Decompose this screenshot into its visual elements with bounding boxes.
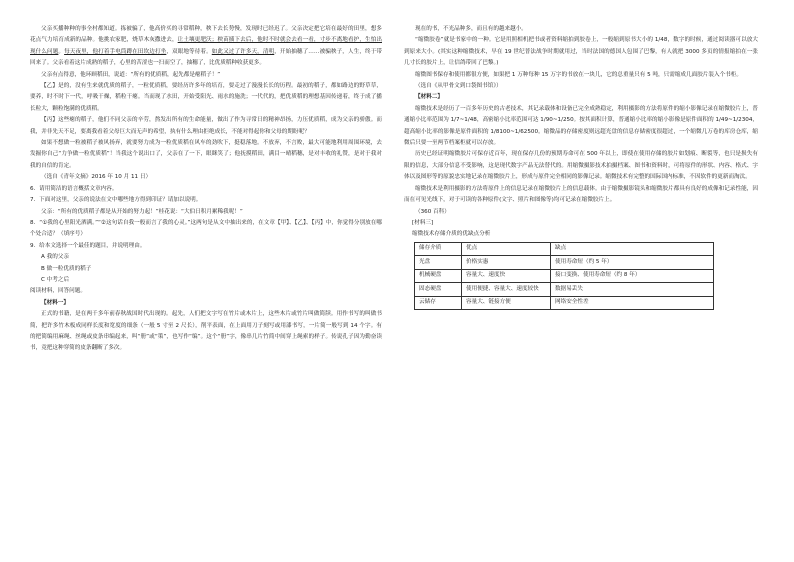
left-column bbox=[30, 24, 382, 355]
table-cell: 机械硬盘 bbox=[415, 269, 462, 283]
table-header-cell: 缺点 bbox=[551, 242, 714, 256]
table-row bbox=[415, 283, 714, 297]
table-cell: 接口变换、使用寿命短（约 8 年） bbox=[551, 269, 714, 283]
reading-instruction: 阅读材料，回答问题。 bbox=[30, 288, 86, 295]
table-cell: 价格实惠 bbox=[462, 256, 551, 270]
material-3-heading: [材料三] bbox=[412, 219, 434, 226]
material-1-text: 正式的书籍，是在两千多年前春秋战国时代出现的。起先，人们把文字写在竹片或木片上，这些木片或竹片叫做简牍。用作书写的叫做书简，把许多竹木板成同样长度和宽度的细条（一般 5 寸至 2 尺长），削平表面，在上面用刀子刻写或用漆书写，一片简一般写到 14 个字。有的把简编用麻绳、丝绳或皮条串编起来，叫“册”或“策”，也写作“编”。这个“册”字，像串几片竹简中间穿上绳索的样子。传说孔子因为勤奋读书，竟把这种穿简的皮条翻断了多次。 bbox=[30, 311, 382, 352]
question-8: 8．“①我的心里阳光洒满。”“②这句话自我一般而言了我的心灵。”这两句是从文中抽出来的，在文章【甲】、【乙】、【丙】中，你觉得分别放在哪个处合适？（填序号） bbox=[30, 219, 382, 238]
table-header-cell: 优点 bbox=[462, 242, 551, 256]
question-9: 9．给本文选择一个最佳的题目，并说明理由。 bbox=[30, 242, 146, 249]
question-6: 6．请用简洁的语言概括文章内容。 bbox=[30, 185, 118, 192]
option-c: C 中考之后 bbox=[41, 276, 70, 283]
paragraph: 【乙】是的，没有生来就优质的稻子，一粒优质稻，要经历许多年的培育，要走过了漫漫长长的历程。最初的稻子，都如路边的野草草，要养，时不时下一代，呼吸干燥，稻粒干瘪。当而现了水田，开始受阳光、雨水的施洗；一代代的，把优质稻的理想基因传递着，终于成了播长粒大，颗粒饱满的优质稻。 bbox=[30, 83, 382, 112]
right-column bbox=[404, 24, 758, 310]
table-row bbox=[415, 296, 714, 310]
table-cell: 数据易丢失 bbox=[551, 283, 714, 297]
option-b: B 做一粒优质的稻子 bbox=[41, 265, 92, 272]
table-cell: 固态硬盘 bbox=[415, 283, 462, 297]
paragraph: 父亲买播种种的事全村都知道。拣被骗了，他高价买的寻常稻种，秧下去长势慢，发现时已经迟了。父亲决定把它培在最好的田里，想多花点气力培育成新的品种。他挑农家肥，烧草木灰撒进去，让土壤更肥沃；秧苗插下去后，他时不时就会去看一看，寸步不离地看护，生怕出现什么问题。每天夜里，他打着手电筒蹲在田坎边打坐，双眼地等待着。如此又过了许多天，清明，开始抽穗了……被骗秧子，人生，终于带回来了。父亲看着这片成熟的稻子，心里的苦涩也一扫而空了，抽穗了，比优质稻种收获更多。 bbox=[30, 26, 382, 67]
paragraph: 现在的书，不光品种多，而且有的越来越小。 bbox=[415, 26, 527, 32]
paragraph: 历史已经证明缩微胶片可保存近百年，现在保存几份的预期寿命可在 500 年以上，即使在使用存储的胶片如划痕、断裂等，也只是损失有限的信息，大部分信息不受影响，这是现代数字产品无法替代的。用缩微摄影技术拍摄档案、图书和资料时，可将原件的形状、内容、格式、字体以及图形等的原貌忠实地记录在缩微胶片上，形成与原件完全相同的影像记录。缩微技术有完整的国际国内标准，不因软件的更新而淘汰。 bbox=[404, 151, 758, 181]
table-cell: 容量大、速度快 bbox=[462, 269, 551, 283]
table-header-cell: 储存介质 bbox=[415, 242, 462, 256]
source-citation: （选自《青年文摘》2016 年 10 月 11 日） bbox=[41, 174, 152, 181]
paragraph: 父亲有点得意，他环顾稻田，说道：“所有的优质稻，起先都是瘪稻子！” bbox=[41, 71, 221, 78]
table-cell: 网络安全性差 bbox=[551, 296, 714, 310]
paragraph: “缩微胶卷”就是书家中的一种。它是用照相机把书或者资料缩拍到胶卷上，一般缩到原书大小的 1/48，数字的时候，通过阅读器可以放大到原来大小。(其实这种缩微技术，早在 19 世纪普法战争时期就用过，当时法国的德国人包围了巴黎，有人就把 3000 多页的情报缩拍在一张几寸长的胶片上，让信鸽带回了巴黎。) bbox=[404, 37, 758, 67]
paragraph: 【丙】这些瘪的稻子，他们不同父亲的辛劳，熬发出所有的生命能量，做出了作为寻常日的精神昂扬，力压优质稻，成为父亲的骄傲。而我，并非先天不足，要离我看着父母巨大而无声的希望，执有什么理由拒绝成长，不能对得起你和父母的期盼呢？ bbox=[30, 117, 382, 135]
paragraph: 缩微图书保存和使用都很方便，如果把 1 万种每种 15 万字的书放在一块儿，它的总重量只有 5 吨，只需缩成几面胶片装入个书柜。 bbox=[415, 71, 742, 78]
material-2-heading: 【材料二】 bbox=[415, 94, 443, 101]
paragraph: 缩微技术是利用摄影的方法将原件上的信息记录在缩微胶片上的信息载体。由于缩微摄影镜头和缩微胶片都具有良好的成像和记录性能，因而在可见光线下，对于可读的各种原件(文字、照片和图像等)均可记录在缩微胶片上。 bbox=[404, 185, 758, 204]
table-header-row bbox=[415, 242, 714, 256]
table-cell: 使用便捷、容量大、速度较快 bbox=[462, 283, 551, 297]
table-row bbox=[415, 269, 714, 283]
question-7-quote: 父亲：“所有的优质稻子都是从开始的努力起！”桂花说：“大伯日积月累稀我呢！” bbox=[41, 208, 243, 215]
table-row bbox=[415, 256, 714, 270]
source-citation: （360 百科） bbox=[415, 208, 450, 215]
paragraph: 缩微技术是经历了一百多年历史的古老技术，其记录载体和设备已完全成熟稳定，利用摄影的方法将原件的缩小影像记录在缩微胶片上，普通缩小比率范围为 1/7~1/48，高密缩小比率范围可达 1/90~1/250。按其面积计算，普通缩小比率的缩小影像是原件面积的 1/49~1/2304，超高缩小比率的影像是原件面积的 1/8100~1/62500。缩微品的存储密度则远超光盘的信息存储密度很超过，一个缩微几万卷的库房仓库，缩微后只要一至两节档案柜就可以存放。 bbox=[404, 105, 758, 147]
source-citation: （选自《从甲骨文到口袋图书馆》） bbox=[415, 83, 502, 90]
material-1-heading: 【材料一】 bbox=[41, 299, 69, 306]
table-cell: 光盘 bbox=[415, 256, 462, 270]
option-a: A 我的父亲 bbox=[41, 254, 69, 261]
paragraph: 如果不想做一粒被稻子被风扬弃，就要努力成为一粒优质稻在风车的劲吹下，挺稳落地。不放弃，不言败，最大可能地利用周围环境，去发掘你自己“力争做一粒优质稻”！当我这个说出口了，父亲在了一下，眼眯笑了；他抚摸稻田，满目一晴稻穗，是对丰收的礼赞，是对于我对我的自信的肯定。 bbox=[30, 140, 382, 169]
table-cell: 容量大、链接方便 bbox=[462, 296, 551, 310]
table-cell: 云储存 bbox=[415, 296, 462, 310]
table-cell: 使用寿命短（约 5 年） bbox=[551, 256, 714, 270]
question-7: 7．下面对这里，父亲的说法在文中哪些地方得到印证？请加以说明。 bbox=[30, 197, 202, 204]
table-caption: 缩微技术存储介质的优缺点分析 bbox=[412, 231, 491, 238]
storage-media-table bbox=[414, 242, 714, 311]
